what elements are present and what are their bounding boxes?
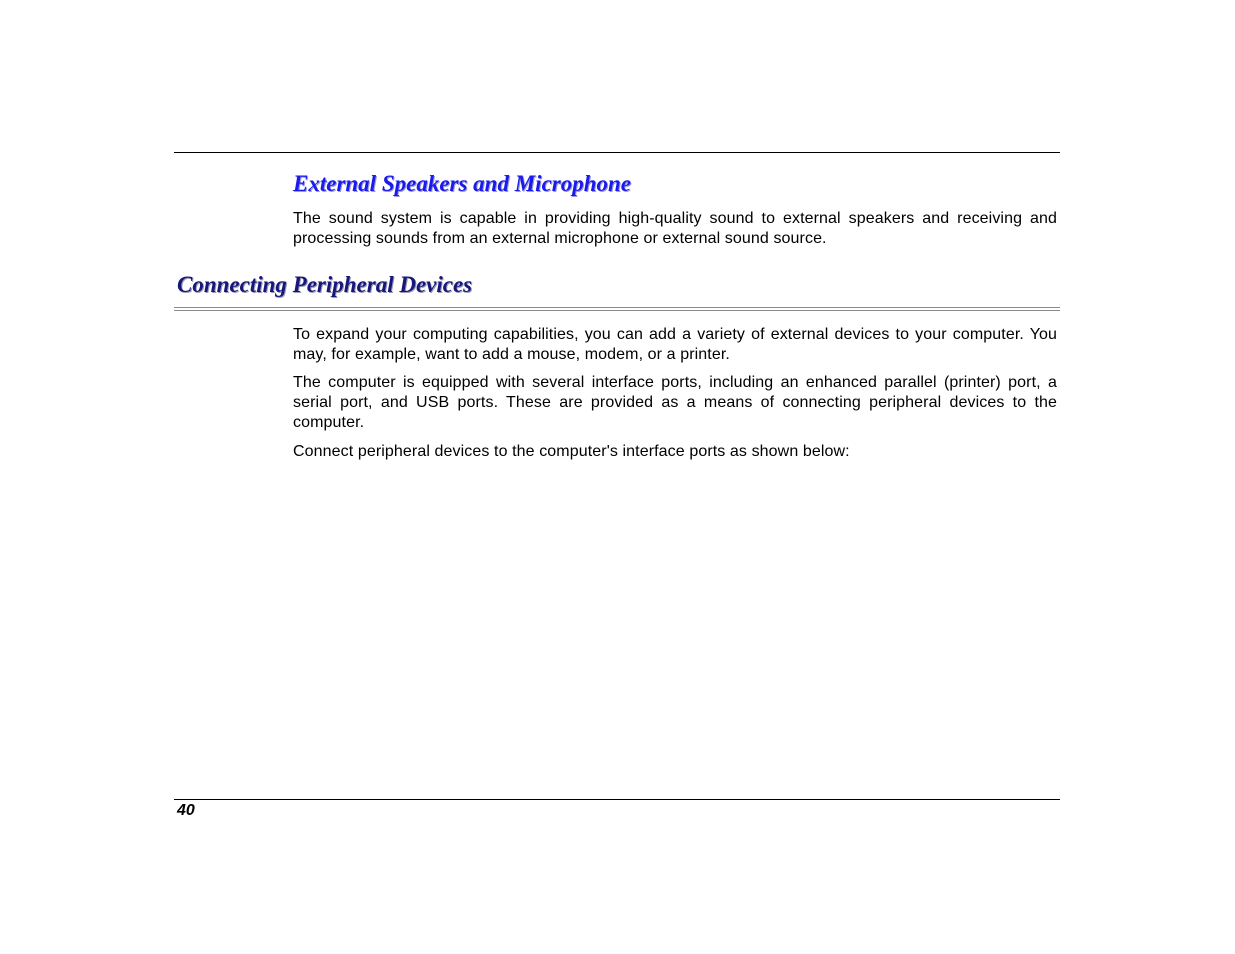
external-speakers-paragraph: The sound system is capable in providing high-quality sound to external speakers and receiving and processing sounds from an external microphone or external sound source.	[293, 210, 1057, 247]
section-divider	[174, 307, 1060, 311]
peripheral-devices-heading: Connecting Peripheral Devices	[177, 272, 473, 297]
peripheral-paragraph-3: Connect peripheral devices to the computer's interface ports as shown below:	[293, 443, 850, 460]
peripheral-paragraph-1: To expand your computing capabilities, you can add a variety of external devices to your computer. You may, for example, want to add a mouse, modem, or a printer.	[293, 326, 1057, 363]
external-speakers-heading: External Speakers and Microphone	[293, 171, 632, 196]
header-rule	[174, 152, 1060, 153]
footer-rule	[174, 799, 1060, 800]
page-number: 40	[177, 802, 195, 819]
peripheral-paragraph-2: The computer is equipped with several interface ports, including an enhanced parallel (printer) port, a serial port, and USB ports. These are provided as a means of connecting peripheral devices to the computer.	[293, 374, 1057, 431]
